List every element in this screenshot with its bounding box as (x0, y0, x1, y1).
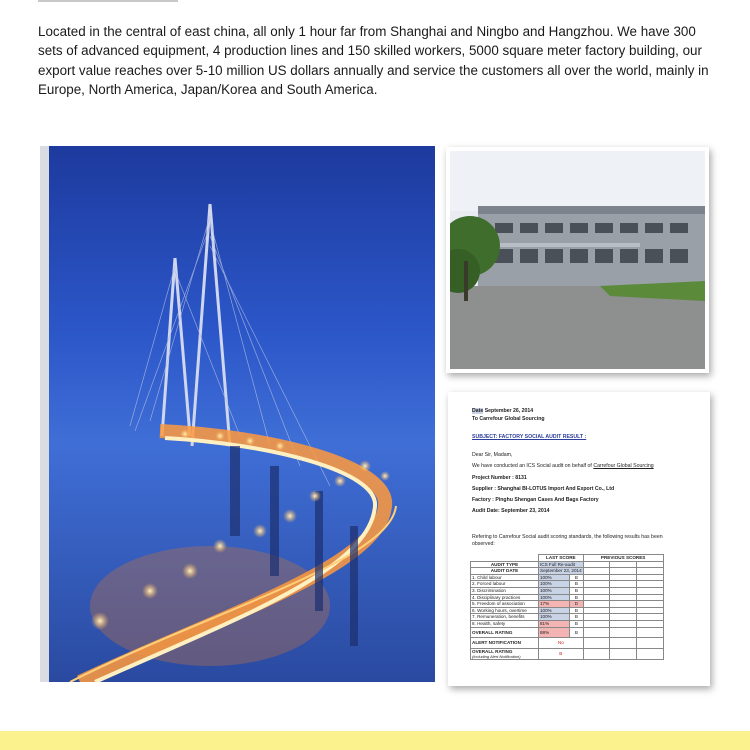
audit-type-value: ICS Full Re-audit (539, 561, 584, 568)
audit-factory: Factory : Pinghu Shengan Cases And Bags Factory (472, 497, 599, 503)
alert-notification-row: ALERT NOTIFICATION No (471, 638, 664, 649)
company-intro-text: Located in the central of east china, all only 1 hour far from Shanghai and Ningbo and Hangzhou. We have 300 sets of advanced equipment, 4 production lines and 150 skilled workers, 5000 square meter factory building, our export value reaches over 5-10 million US dollars annually and service the customers all over the world, mainly in Europe, North America, Japan/Korea and South America. (38, 24, 709, 98)
audit-date: Audit Date: September 23, 2014 (472, 508, 550, 514)
table-row: 5. Freedom of association 17% D (471, 601, 664, 608)
audit-recipient: To Carrefour Global Sourcing (472, 416, 545, 422)
table-row: 6. Working hours, overtime 100% B (471, 607, 664, 614)
bridge-night-photo (40, 146, 435, 682)
audit-type-label: AUDIT TYPE (471, 561, 539, 568)
audit-date-value: September 23, 2014 (540, 568, 582, 574)
table-row: 3. Discrimination 100% B (471, 587, 664, 594)
overall-rating-row: OVERALL RATING 88% B (471, 627, 664, 638)
audit-standards-line-1: Refering to Carrefour Social audit scoring standards, the following results has been (472, 534, 663, 540)
top-divider (38, 0, 178, 4)
audit-date-line: Date September 26, 2014 (472, 408, 534, 414)
overall-rating-alert-row: OVERALL RATING (including Alert Notification) B (471, 648, 664, 659)
factory-building-photo (446, 147, 709, 373)
audit-intro: We have conducted an ICS Social audit on behalf of Carrefour Global Sourcing (472, 463, 654, 469)
table-row: 8. Health, safety 81% B (471, 620, 664, 627)
audit-supplier: Supplier : Shanghai BI-LOTUS Import And Export Co., Ltd (472, 486, 615, 492)
table-row: 7. Remuneration, benefits 100% B (471, 614, 664, 621)
last-score-header: LAST SCORE (539, 555, 584, 562)
table-row: 4. Disciplinary practices 100% B (471, 594, 664, 601)
previous-scores-header: PREVIOUS SCORES (583, 555, 663, 562)
audit-greeting: Dear Sir, Madam, (472, 452, 513, 458)
audit-date-label: AUDIT DATE (471, 568, 539, 575)
table-row: 1. Child labour 100% B (471, 574, 664, 581)
audit-score-table (470, 554, 664, 660)
audit-project-number: Project Number : 8131 (472, 475, 527, 481)
audit-subject: SUBJECT: FACTORY SOCIAL AUDIT RESULT : (472, 434, 587, 440)
social-audit-document (448, 392, 710, 686)
audit-standards-line-2: observed: (472, 541, 495, 547)
table-row: 2. Forced labour 100% B (471, 581, 664, 588)
footer-band (0, 731, 750, 750)
